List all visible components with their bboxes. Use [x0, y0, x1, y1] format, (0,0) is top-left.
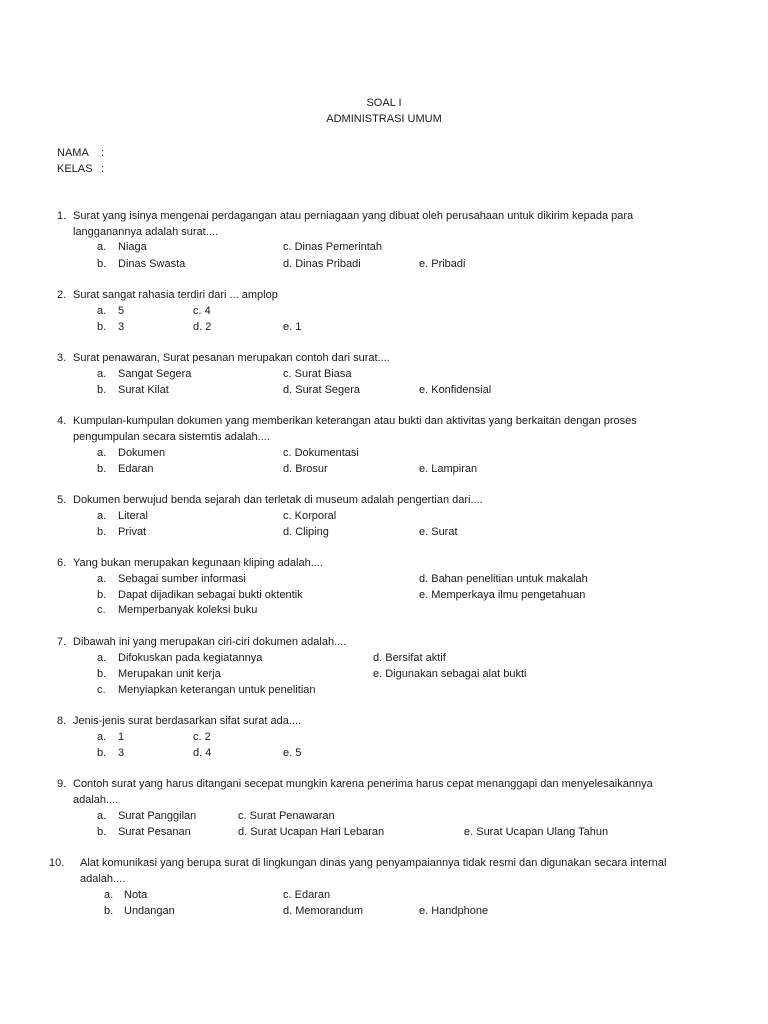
option-letter: b. — [97, 384, 107, 396]
option-text: e. Konfidensial — [419, 384, 492, 396]
option-letter: a. — [97, 368, 107, 380]
option-letter: a. — [97, 447, 107, 459]
question-text: Dibawah ini yang merupakan ciri-ciri dokumen adalah.... — [73, 636, 347, 648]
option-text: 1 — [118, 731, 125, 743]
question-text: Dokumen berwujud benda sejarah dan terletak di museum adalah pengertian dari.... — [73, 494, 483, 506]
option-letter: a. — [97, 241, 107, 253]
question-number: 6. — [57, 557, 67, 569]
option-text: e. Surat — [419, 526, 458, 538]
option-text: Dinas Swasta — [118, 258, 186, 270]
option-text: e. Memperkaya ilmu pengetahuan — [419, 589, 586, 601]
question-text: Jenis-jenis surat berdasarkan sifat surat ada.... — [73, 715, 302, 727]
option-text: Menyiapkan keterangan untuk penelitian — [118, 684, 316, 696]
option-letter: b. — [97, 747, 107, 759]
option-text: Undangan — [124, 905, 175, 917]
name-label: NAMA — [57, 147, 89, 159]
question-number: 10. — [49, 857, 65, 869]
option-letter: b. — [104, 905, 114, 917]
option-text: Niaga — [118, 241, 147, 253]
option-text: c. Surat Penawaran — [238, 810, 335, 822]
option-text: d. Brosur — [283, 463, 328, 475]
question-number: 4. — [57, 415, 67, 427]
question-number: 8. — [57, 715, 67, 727]
question-number: 3. — [57, 352, 67, 364]
question-text: Yang bukan merupakan kegunaan kliping adalah.... — [73, 557, 323, 569]
question-text: langganannya adalah surat.... — [73, 226, 218, 238]
option-text: e. Digunakan sebagai alat bukti — [373, 668, 527, 680]
class-label: KELAS — [57, 163, 93, 175]
option-text: 5 — [118, 305, 125, 317]
option-text: d. 4 — [193, 747, 212, 759]
question-text: adalah.... — [80, 873, 126, 885]
option-letter: b. — [97, 321, 107, 333]
page-subtitle: ADMINISTRASI UMUM — [326, 113, 442, 125]
option-text: c. Surat Biasa — [283, 368, 352, 380]
option-text: Difokuskan pada kegiatannya — [118, 652, 263, 664]
option-text: c. Dinas Pemerintah — [283, 241, 383, 253]
option-letter: a. — [97, 652, 107, 664]
option-letter: c. — [97, 604, 106, 616]
question-text: Surat yang isinya mengenai perdagangan atau perniagaan yang dibuat oleh perusahaan untuk dikirim kepada para — [73, 210, 634, 222]
option-text: e. Handphone — [419, 905, 489, 917]
option-text: e. 5 — [283, 747, 302, 759]
question-number: 9. — [57, 778, 67, 790]
option-letter: a. — [97, 510, 107, 522]
option-text: Dokumen — [118, 447, 166, 459]
option-text: d. Bahan penelitian untuk makalah — [419, 573, 588, 585]
option-text: Merupakan unit kerja — [118, 668, 221, 680]
option-text: d. Memorandum — [283, 905, 364, 917]
option-text: e. Surat Ucapan Ulang Tahun — [464, 826, 609, 838]
option-letter: a. — [97, 731, 107, 743]
option-text: Sebagai sumber informasi — [118, 573, 246, 585]
page-title: SOAL I — [366, 97, 402, 109]
option-letter: b. — [97, 258, 107, 270]
option-letter: c. — [97, 684, 106, 696]
option-text: Dapat dijadikan sebagai bukti oktentik — [118, 589, 303, 601]
option-letter: a. — [97, 305, 107, 317]
question-text: Surat sangat rahasia terdiri dari ... amplop — [73, 289, 278, 301]
option-text: c. Korporal — [283, 510, 337, 522]
option-text: Literal — [118, 510, 148, 522]
option-letter: b. — [97, 826, 107, 838]
name-colon: : — [101, 147, 105, 159]
option-text: d. Dinas Pribadi — [283, 258, 361, 270]
option-text: Edaran — [118, 463, 154, 475]
question-text: Surat penawaran, Surat pesanan merupakan contoh dari surat.... — [73, 352, 390, 364]
option-text: Memperbanyak koleksi buku — [118, 604, 258, 616]
option-text: e. Pribadi — [419, 258, 466, 270]
question-number: 5. — [57, 494, 67, 506]
option-text: Privat — [118, 526, 147, 538]
question-number: 7. — [57, 636, 67, 648]
option-text: c. 4 — [193, 305, 211, 317]
option-letter: b. — [97, 463, 107, 475]
class-colon: : — [101, 163, 105, 175]
option-text: Nota — [124, 889, 148, 901]
option-text: c. Edaran — [283, 889, 331, 901]
option-letter: b. — [97, 668, 107, 680]
option-letter: b. — [97, 589, 107, 601]
option-text: 3 — [118, 321, 125, 333]
question-text: pengumpulan secara sistemtis adalah.... — [73, 431, 270, 443]
option-text: c. Dokumentasi — [283, 447, 359, 459]
question-text: adalah.... — [73, 794, 119, 806]
option-text: Sangat Segera — [118, 368, 192, 380]
option-text: c. 2 — [193, 731, 211, 743]
option-letter: a. — [97, 573, 107, 585]
option-text: d. 2 — [193, 321, 212, 333]
option-text: d. Bersifat aktif — [373, 652, 446, 664]
option-text: d. Surat Ucapan Hari Lebaran — [238, 826, 385, 838]
option-text: d. Surat Segera — [283, 384, 361, 396]
option-letter: a. — [97, 810, 107, 822]
option-text: Surat Pesanan — [118, 826, 191, 838]
option-text: d. Cliping — [283, 526, 329, 538]
option-text: Surat Kilat — [118, 384, 169, 396]
question-text: Alat komunikasi yang berupa surat di lingkungan dinas yang penyampaiannya tidak resmi dan digunakan secara internal — [80, 857, 667, 869]
question-number: 2. — [57, 289, 67, 301]
option-text: Surat Panggilan — [118, 810, 197, 822]
question-number: 1. — [57, 210, 67, 222]
question-text: Contoh surat yang harus ditangani secepat mungkin karena penerima harus cepat menanggapi dan menyelesaikannya — [73, 778, 653, 790]
option-text: 3 — [118, 747, 125, 759]
option-text: e. Lampiran — [419, 463, 478, 475]
question-text: Kumpulan-kumpulan dokumen yang memberikan keterangan atau bukti dan aktivitas yang berkaitan dengan proses — [73, 415, 637, 427]
option-letter: a. — [104, 889, 114, 901]
option-text: e. 1 — [283, 321, 302, 333]
option-letter: b. — [97, 526, 107, 538]
